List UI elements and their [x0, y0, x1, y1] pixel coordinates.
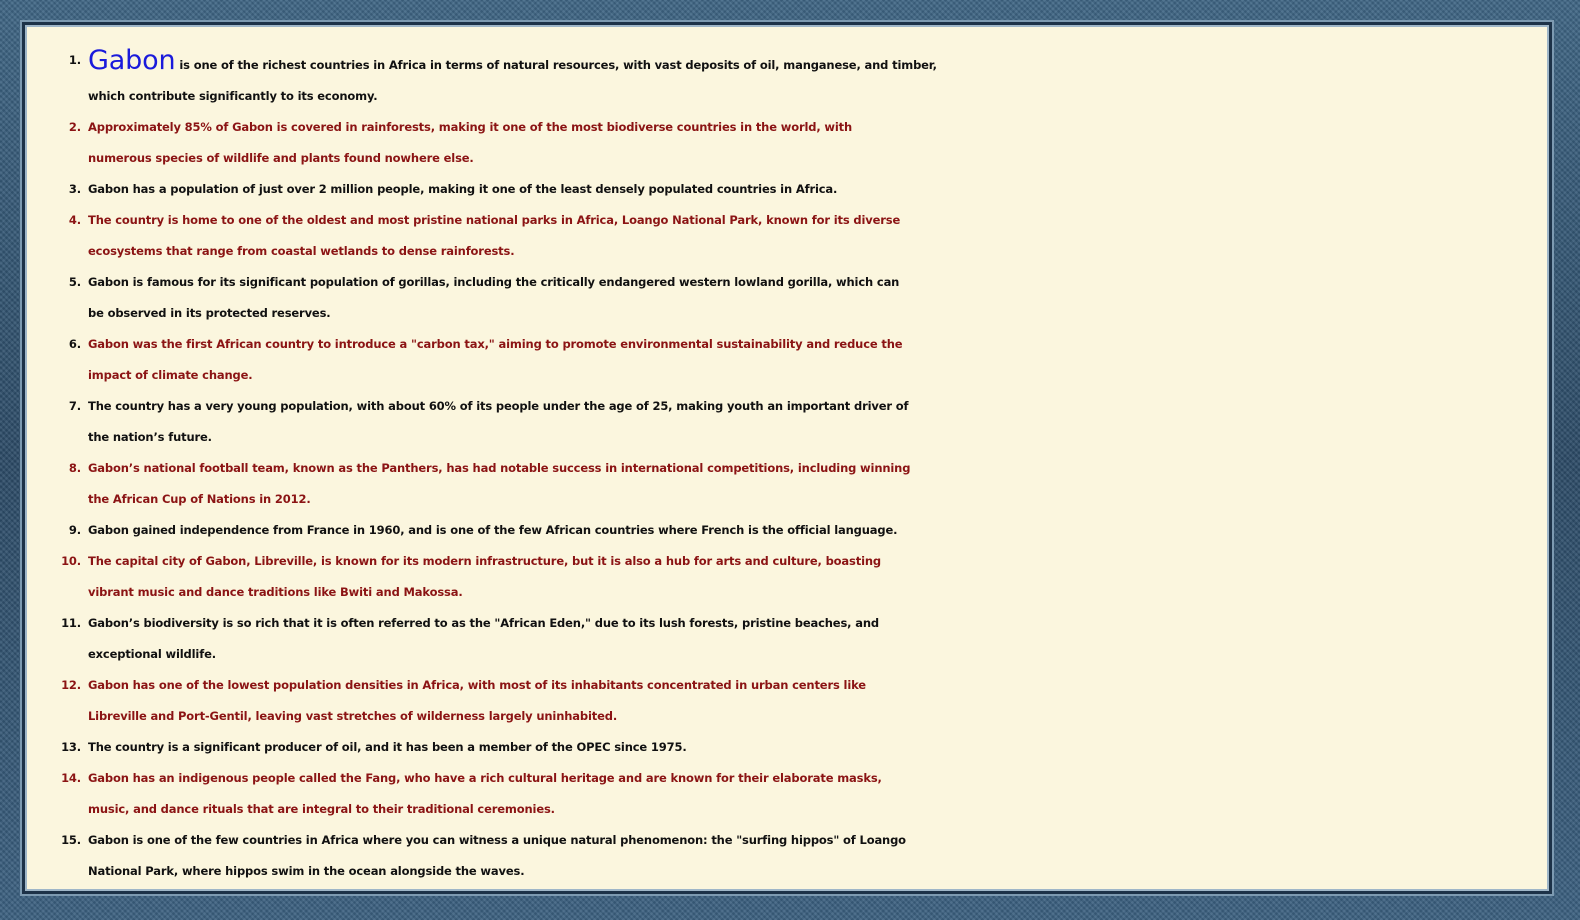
- fact-item-14: [25, 763, 1545, 825]
- highlight-word: Gabon: [88, 45, 176, 76]
- fact-item-1: [25, 45, 1545, 112]
- fact-number: 1.: [68, 53, 81, 67]
- fact-text-line: Gabon’s national football team, known as the Panthers, has had notable success in international competitions, including winning: [88, 461, 911, 475]
- fact-number: 2.: [68, 120, 81, 134]
- fact-item-2: [25, 112, 1545, 174]
- facts-list: [25, 45, 1545, 887]
- fact-text-line: impact of climate change.: [88, 368, 253, 382]
- fact-number: 14.: [61, 771, 81, 785]
- fact-item-11: [25, 608, 1545, 670]
- fact-text-line: Gabon’s biodiversity is so rich that it is often referred to as the "African Eden," due to its lush forests, pristine beaches, and: [88, 616, 879, 630]
- fact-text-line: The country has a very young population, with about 60% of its people under the age of 25, making youth an important driver of: [88, 399, 909, 413]
- fact-text-line: be observed in its protected reserves.: [88, 306, 331, 320]
- fact-number: 8.: [68, 461, 81, 475]
- fact-item-15: [25, 825, 1545, 887]
- fact-item-6: [25, 329, 1545, 391]
- fact-number: 5.: [68, 275, 81, 289]
- fact-text-line: the nation’s future.: [88, 430, 212, 444]
- fact-number: 12.: [61, 678, 81, 692]
- fact-item-4: [25, 205, 1545, 267]
- fact-text-line: Gabon gained independence from France in 1960, and is one of the few African countries where French is the official language.: [88, 523, 898, 537]
- fact-number: 15.: [61, 833, 81, 847]
- fact-text-line: exceptional wildlife.: [88, 647, 216, 661]
- fact-text-line: Approximately 85% of Gabon is covered in rainforests, making it one of the most biodiverse countries in the world, with: [88, 120, 853, 134]
- fact-number: 10.: [61, 554, 81, 568]
- fact-item-5: [25, 267, 1545, 329]
- fact-text-line: Gabon is famous for its significant population of gorillas, including the critically endangered western lowland gorilla, which can: [88, 275, 900, 289]
- fact-text-line: numerous species of wildlife and plants found nowhere else.: [88, 151, 474, 165]
- fact-text-line: vibrant music and dance traditions like Bwiti and Makossa.: [88, 585, 463, 599]
- fact-text-line: the African Cup of Nations in 2012.: [88, 492, 311, 506]
- fact-text-line: Gabon was the first African country to introduce a "carbon tax," aiming to promote environmental sustainability and reduce the: [88, 337, 903, 351]
- fact-number: 11.: [61, 616, 81, 630]
- fact-number: 13.: [61, 740, 81, 754]
- fact-text-line: ecosystems that range from coastal wetlands to dense rainforests.: [88, 244, 515, 258]
- fact-item-9: [25, 515, 1545, 546]
- fact-item-7: [25, 391, 1545, 453]
- fact-text-line: The country is a significant producer of oil, and it has been a member of the OPEC since 1975.: [88, 740, 687, 754]
- fact-number: 3.: [68, 182, 81, 196]
- fact-number: 4.: [68, 213, 81, 227]
- fact-text-line: which contribute significantly to its economy.: [88, 89, 378, 103]
- fact-number: 7.: [68, 399, 81, 413]
- fact-item-8: [25, 453, 1545, 515]
- fact-text-line: National Park, where hippos swim in the ocean alongside the waves.: [88, 864, 525, 878]
- fact-item-12: [25, 670, 1545, 732]
- fact-text-line: Gabon is one of the few countries in Africa where you can witness a unique natural phenomenon: the "surfing hippos" of Loango: [88, 833, 906, 847]
- fact-text-line: is one of the richest countries in Africa in terms of natural resources, with vast deposits of oil, manganese, and timber,: [175, 58, 937, 72]
- fact-item-3: [25, 174, 1545, 205]
- fact-text-line: The capital city of Gabon, Libreville, is known for its modern infrastructure, but it is also a hub for arts and culture, boasting: [88, 554, 881, 568]
- fact-text-line: The country is home to one of the oldest and most pristine national parks in Africa, Loango National Park, known for its diverse: [88, 213, 901, 227]
- fact-item-10: [25, 546, 1545, 608]
- fact-number: 6.: [68, 337, 81, 351]
- fact-number: 9.: [68, 523, 81, 537]
- facts-panel: [22, 22, 1552, 894]
- fact-text-line: Gabon has an indigenous people called the Fang, who have a rich cultural heritage and are known for their elaborate masks,: [88, 771, 882, 785]
- fact-text-line: music, and dance rituals that are integral to their traditional ceremonies.: [88, 802, 555, 816]
- fact-item-13: [25, 732, 1545, 763]
- fact-text-line: Libreville and Port-Gentil, leaving vast stretches of wilderness largely uninhabited.: [88, 709, 618, 723]
- fact-text-line: Gabon has one of the lowest population densities in Africa, with most of its inhabitants concentrated in urban centers like: [88, 678, 866, 692]
- fact-text-line: Gabon has a population of just over 2 million people, making it one of the least densely populated countries in Africa.: [88, 182, 838, 196]
